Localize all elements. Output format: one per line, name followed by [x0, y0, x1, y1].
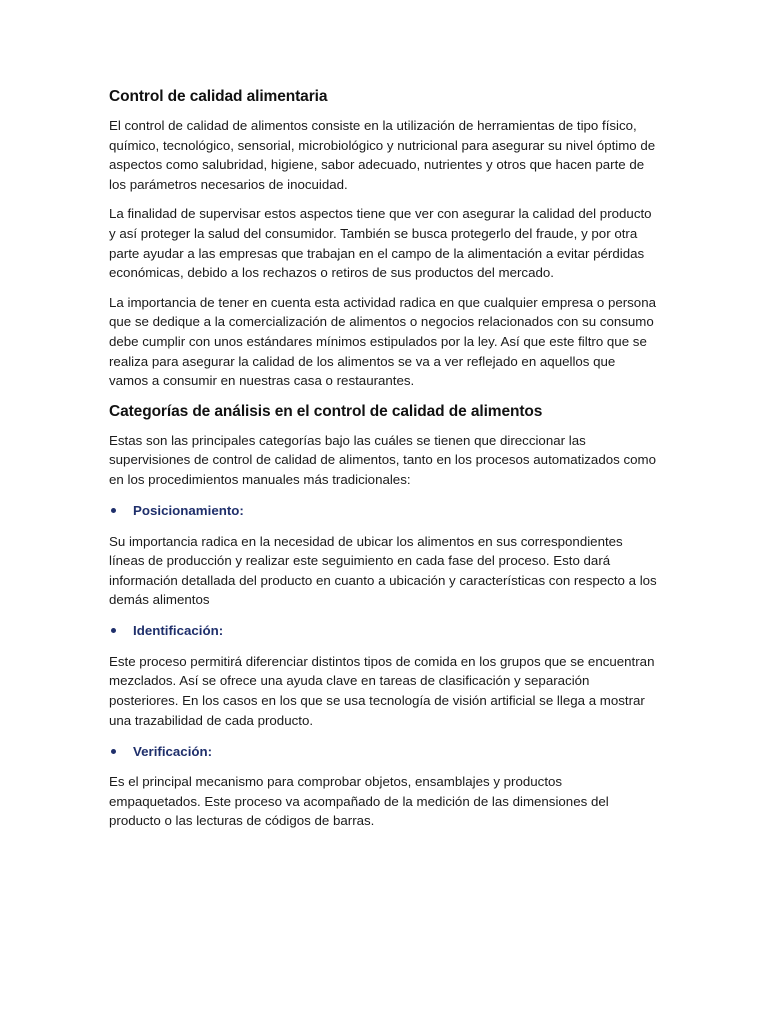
category-label: Posicionamiento: — [133, 503, 244, 518]
category-text-identificacion: Este proceso permitirá diferenciar distintos tipos de comida en los grupos que se encuentran mezclados. Así se ofrece una ayuda clave en tareas de clasificación y separación posteriores. En los casos en los que se usa tecnología de visión artificial se llega a mostrar una trazabilidad de cada producto. — [109, 653, 655, 728]
section-intro: Estas son las principales categorías bajo las cuáles se tienen que direccionar las supervisiones de control de calidad de alimentos, tanto en los procesos automatizados como en los procedimientos manuales más tradicionales: — [109, 432, 656, 487]
category-label: Verificación: — [133, 743, 213, 759]
bullet-dot-icon — [111, 508, 116, 513]
category-posicionamiento — [109, 500, 657, 522]
intro-paragraph-3: La importancia de tener en cuenta esta actividad radica en que cualquier empresa o persona que se dedique a la comercialización de alimentos o negocios relacionados con su consumo debe cumplir con unos estándares mínimos estipulados por la ley. Así que este filtro que se realiza para asegurar la calidad de los alimentos se va a ver reflejado en aquellos que vamos a consumir en nuestras casa o restaurantes. — [109, 294, 656, 389]
category-verificacion — [109, 740, 657, 762]
document-page — [109, 86, 657, 841]
bullet-dot-icon — [111, 749, 116, 754]
category-identificacion — [109, 620, 657, 642]
bullet-dot-icon — [111, 628, 116, 633]
section-heading: Categorías de análisis en el control de calidad de alimentos — [109, 402, 543, 420]
page-title: Control de calidad alimentaria — [109, 88, 328, 105]
category-label: Identificación: — [133, 623, 224, 639]
intro-paragraph-2: La finalidad de supervisar estos aspectos tiene que ver con asegurar la calidad del producto y así proteger la salud del consumidor. También se busca protegerlo del fraude, y por otra parte ayudar a las empresas que trabajan en el campo de la alimentación a evitar pérdidas económicas, debido a los rechazos o retiros de sus productos del mercado. — [109, 206, 652, 281]
category-text-posicionamiento: Su importancia radica en la necesidad de ubicar los alimentos en sus correspondientes líneas de producción y realizar este seguimiento en cada fase del proceso. Esto dará información detallada del producto en cuanto a ubicación y características con respecto a los demás alimentos — [109, 533, 657, 608]
intro-paragraph-1: El control de calidad de alimentos consiste en la utilización de herramientas de tipo físico, químico, tecnológico, sensorial, microbiológico y nutricional para asegurar su nivel óptimo de aspectos como salubridad, higiene, sabor adecuado, nutrientes y otros que hacen parte de los parámetros necesarios de inocuidad. — [109, 118, 656, 192]
category-text-verificacion: Es el principal mecanismo para comprobar objetos, ensamblajes y productos empaquetados. Este proceso va acompañado de la medición de las dimensiones del producto o las lecturas de códigos de barras. — [109, 774, 609, 829]
